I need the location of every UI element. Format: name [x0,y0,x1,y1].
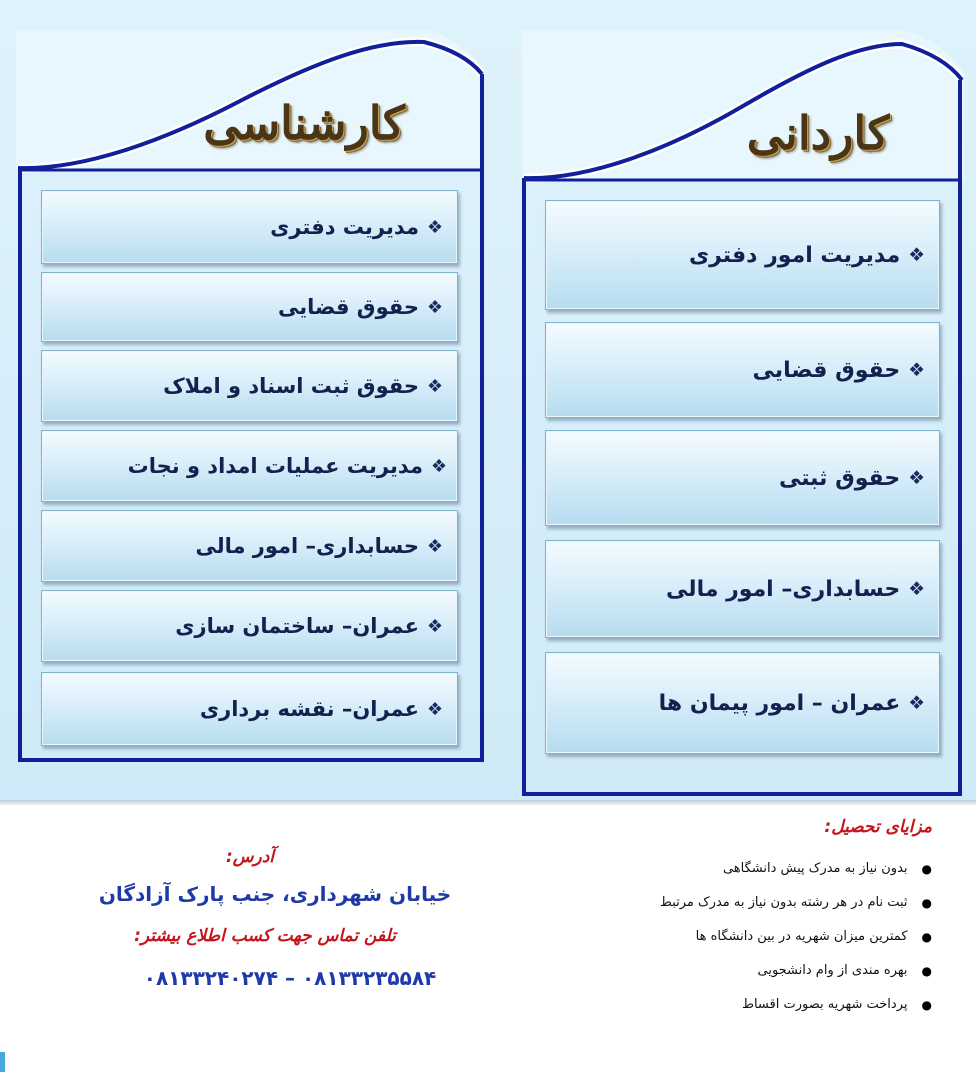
advantages-section [572,812,932,1022]
bullet-icon: ❖ [427,535,443,557]
bullet-icon: ❖ [427,698,443,720]
kardani-item [545,200,940,310]
bullet-icon: ❖ [908,359,925,381]
advantages-list [572,852,932,1022]
advantages-heading: مزایای تحصیل: [824,817,932,837]
address-label: آدرس: [225,847,275,867]
kardani-item [545,430,940,526]
item-label: حقوق ثبت اسناد و املاک [163,374,419,398]
karshenasi-item [41,672,458,746]
contact-section [60,842,520,1000]
karshenasi-item [41,510,458,582]
phone-label: تلفن تماس جهت کسب اطلاع بیشتر: [134,926,396,946]
bullet-dot-icon: ● [921,964,932,978]
bullet-icon: ❖ [427,615,443,637]
item-label: حسابداری– امور مالی [666,576,901,602]
karshenasi-item [41,350,458,422]
item-label: مدیریت عملیات امداد و نجات [127,454,423,478]
karshenasi-item [41,272,458,342]
bullet-icon: ❖ [908,578,925,600]
kardani-item [545,540,940,638]
karshenasi-title: کارشناسی [203,96,405,150]
corner-mark [0,1052,5,1072]
item-label: حقوق ثبتی [778,465,901,491]
section-divider [0,800,976,806]
item-label: عمران– نقشه برداری [199,697,419,721]
bullet-dot-icon: ● [921,998,932,1012]
list-item: ● پرداخت شهریه بصورت اقساط [572,988,932,1022]
bullet-icon: ❖ [427,375,443,397]
bullet-icon: ❖ [908,692,925,714]
phone-numbers[interactable]: ۰۸۱۳۳۲۴۰۲۷۴ – ۰۸۱۳۳۲۳۵۵۸۴ [143,966,437,990]
karshenasi-item [41,590,458,662]
bullet-icon: ❖ [431,455,447,477]
item-label: عمران – امور پیمان ها [658,690,901,716]
karshenasi-item [41,430,458,502]
kardani-item [545,322,940,418]
list-item: ● بهره مندی از وام دانشجویی [572,954,932,988]
bullet-dot-icon: ● [921,896,932,910]
bullet-dot-icon: ● [921,930,932,944]
bullet-icon: ❖ [427,296,443,318]
item-label: عمران– ساختمان سازی [175,614,419,638]
bullet-icon: ❖ [427,216,443,238]
item-label: حقوق قضایی [278,295,419,319]
list-item: ● کمترین میزان شهریه در بین دانشگاه ها [572,920,932,954]
address-text: خیابان شهرداری، جنب پارک آزادگان [98,882,452,906]
bullet-dot-icon: ● [921,862,932,876]
karshenasi-item [41,190,458,264]
kardani-title: کاردانی [746,106,890,160]
kardani-item [545,652,940,754]
item-label: حقوق قضایی [752,357,901,383]
bullet-icon: ❖ [908,244,925,266]
item-label: مدیریت امور دفتری [688,242,901,268]
item-label: حسابداری– امور مالی [195,534,419,558]
list-item: ● بدون نیاز به مدرک پیش دانشگاهی [572,852,932,886]
bullet-icon: ❖ [908,467,925,489]
list-item: ● ثبت نام در هر رشته بدون نیاز به مدرک مرتبط [572,886,932,920]
item-label: مدیریت دفتری [270,215,419,239]
